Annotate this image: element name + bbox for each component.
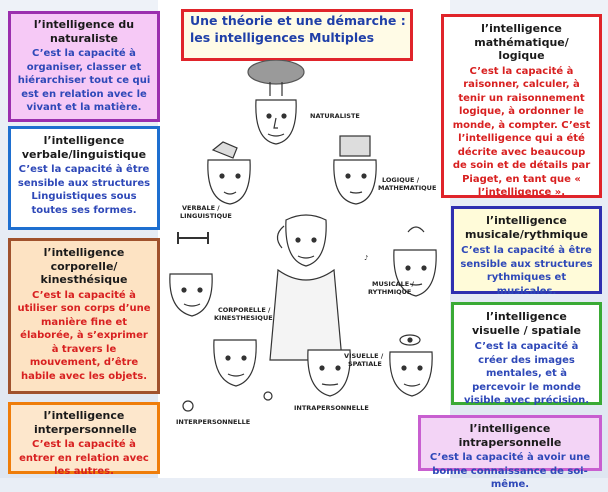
visuelle-figure xyxy=(390,335,432,396)
label-corporelle-1: CORPORELLE / xyxy=(218,306,271,314)
label-interpersonnelle: INTERPERSONNELLE xyxy=(176,418,251,426)
label-musicale-1: MUSICALE / xyxy=(372,280,414,288)
label-naturaliste: NATURALISTE xyxy=(310,112,360,120)
label-verbale-2: LINGUISTIQUE xyxy=(180,212,232,220)
multiple-intelligences-illustration xyxy=(158,60,450,478)
label-verbale-1: VERBALE / xyxy=(182,204,220,212)
label-logique-1: LOGIQUE / xyxy=(382,176,420,184)
page-title xyxy=(181,9,413,61)
verbale-figure xyxy=(208,142,250,204)
box-verbale-desc: C’est la capacité à être sensible aux structures Linguistiques sous toutes ses formes. xyxy=(17,164,151,216)
box-naturaliste-desc: C’est la capacité à organiser, classer et hiérarchiser tout ce qui est en relation avec le vivant et la matière. xyxy=(17,48,151,113)
naturaliste-figure xyxy=(248,60,304,144)
label-musicale-2: RYTHMIQUE xyxy=(368,288,412,296)
label-intrapersonnelle: INTRAPERSONNELLE xyxy=(294,404,369,412)
label-visuelle-1: VISUELLE / xyxy=(344,352,384,360)
box-mathematique xyxy=(441,14,602,198)
title-line-2: les intelligences Multiples xyxy=(190,30,375,45)
box-interpersonnelle-title: l’intelligence interpersonnelle xyxy=(34,409,137,436)
box-musicale-desc: C’est la capacité à être sensible aux structures rythmiques et musicales. xyxy=(460,245,593,297)
label-logique-2: MATHEMATIQUE xyxy=(378,184,437,192)
corporelle-figure xyxy=(170,232,212,316)
box-musicale xyxy=(451,206,602,297)
label-visuelle-2: SPATIALE xyxy=(348,360,382,368)
box-corporelle-title: l’intelligence corporelle/ kinesthésique xyxy=(40,246,128,286)
box-verbale-title: l’intelligence verbale/linguistique xyxy=(21,134,147,161)
box-corporelle-desc: C’est la capacité à utiliser son corps d’une manière fine et élaborée, à s’exprimer à travers le mouvement, d’être habile avec les objets. xyxy=(17,289,151,382)
svg-text:♪: ♪ xyxy=(364,254,369,262)
box-intrapersonnelle-title: l’intelligence intrapersonnelle xyxy=(458,422,562,449)
box-musicale-title: l’intelligence musicale/rythmique xyxy=(465,214,588,241)
box-interpersonnelle xyxy=(8,402,160,477)
box-visuelle xyxy=(451,302,602,405)
box-visuelle-title: l’intelligence visuelle / spatiale xyxy=(472,310,581,337)
logique-figure xyxy=(334,136,376,204)
thinker-figure xyxy=(270,215,342,360)
box-corporelle xyxy=(8,238,160,394)
box-naturaliste-title: l’intelligence du naturaliste xyxy=(33,18,135,45)
title-line-1: Une théorie et une démarche : xyxy=(190,13,406,28)
box-naturaliste xyxy=(8,11,160,122)
box-intrapersonnelle-desc: C’est la capacité à avoir une bonne connaissance de soi-même. xyxy=(429,452,591,490)
box-interpersonnelle-desc: C’est la capacité à entrer en relation avec les autres. xyxy=(19,439,149,477)
box-mathematique-desc: C’est la capacité à raisonner, calculer, à tenir un raisonnement logique, à ordonner le monde, à compter. C’est l’intelligence qui a été décrite avec beaucoup de soin et de détails par Piaget, en tant que « l’intelligence ». xyxy=(452,65,591,198)
box-mathematique-title: l’intelligence mathématique/ logique xyxy=(474,22,569,62)
box-visuelle-desc: C’est la capacité à créer des images mentales, et à percevoir le monde visible avec précision. xyxy=(463,341,590,406)
interpersonnelle-figure xyxy=(183,340,272,411)
label-corporelle-2: KINESTHESIQUE xyxy=(214,314,273,322)
box-verbale xyxy=(8,126,160,230)
